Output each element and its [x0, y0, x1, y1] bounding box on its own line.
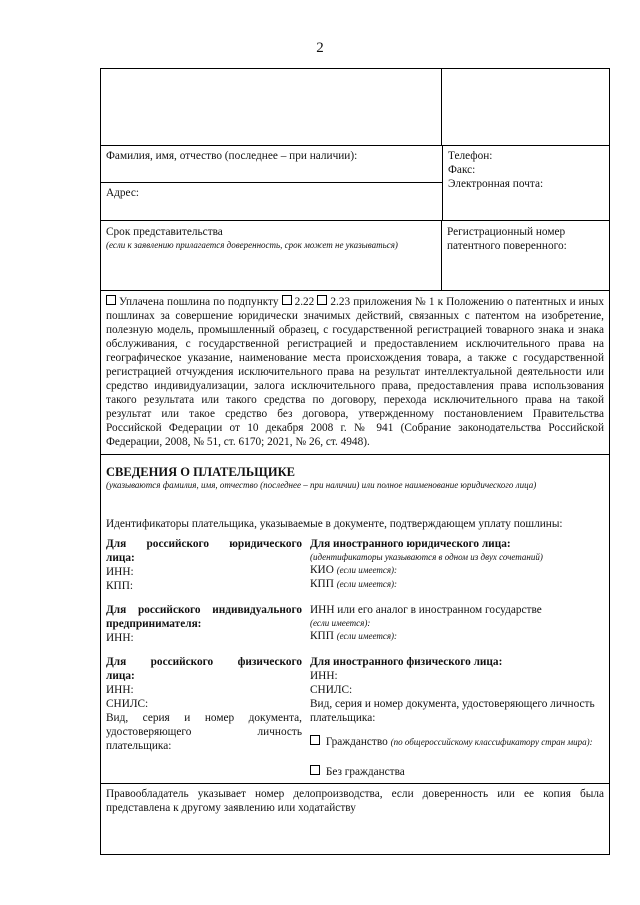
- citizenship-checkbox[interactable]: [310, 735, 320, 745]
- inn-foreign-label[interactable]: ИНН или его аналог в иностранном государстве: [310, 604, 542, 616]
- application-form: [100, 68, 610, 855]
- kio-if-any: (если имеется):: [336, 565, 398, 575]
- foreign-kpp-label-2: КПП: [310, 630, 334, 642]
- inn-foreign-note: (если имеется):: [310, 618, 371, 628]
- foreign-kpp-if-any: (если имеется):: [336, 579, 398, 589]
- foreign-doc-label-1: Вид, серия и номер документа, удостоверяющего личность: [310, 698, 595, 710]
- contacts-cell[interactable]: [443, 146, 609, 220]
- ru-legal-label-2: лица:: [106, 552, 135, 564]
- ru-legal-inn-label[interactable]: ИНН:: [106, 566, 134, 578]
- citizenship-note: (по общероссийскому классификатору стран мира):: [390, 737, 593, 747]
- phone-label: Телефон:: [448, 150, 493, 162]
- identifiers-intro: Идентификаторы плательщика, указываемые в документе, подтверждающем уплату пошлины:: [106, 518, 563, 530]
- legal-entity-block: [106, 537, 604, 593]
- option-2-22-label: 2.22: [294, 296, 315, 308]
- footer-cell[interactable]: [101, 784, 609, 854]
- ru-ip-label-2: предпринимателя:: [106, 618, 202, 630]
- ru-person-inn-label[interactable]: ИНН:: [106, 684, 134, 696]
- ru-ip-inn-label[interactable]: ИНН:: [106, 632, 134, 644]
- fee-text: приложения № 1 к Положению о патентных и иных пошлинах за совершение юридически значимых действий, связанных с патентом на изобретение, полезную модель, промышленный образец, с государственной регистрацией товарного знака и знака обслуживания, с государственной регистрацией и предоставлением исключительного права на географическое указание, наименование места происхождения товара, а также с государственной регистрацией отчуждения исключительного права на результат интеллектуальной деятельности или средство индивидуализации, залога исключительного права, предоставления права использования такого результата или такого средства по договору, перехода исключительного права на такой результат или такое средство без договора, утвержденному постановлением Правительства Российской Федерации от 10 декабря 2008 г. № 941 (Собрание законодательства Российской Федерации, 2008, № 51, ст. 6170; 2021, № 26, ст. 4948).: [106, 296, 605, 448]
- fio-label: Фамилия, имя, отчество (последнее – при наличии):: [106, 150, 358, 162]
- name-address-cell: [101, 146, 443, 220]
- payer-title: СВЕДЕНИЯ О ПЛАТЕЛЬЩИКЕ: [106, 465, 295, 479]
- fee-intro: Уплачена пошлина по подпункту: [119, 296, 279, 308]
- foreign-kpp-label: КПП: [310, 578, 334, 590]
- fee-checkbox[interactable]: [106, 295, 116, 305]
- foreign-person-snils-label[interactable]: СНИЛС:: [310, 684, 353, 696]
- foreign-person-label: Для иностранного физического лица:: [310, 656, 503, 668]
- registration-label-2: патентного поверенного:: [447, 240, 567, 252]
- foreign-kpp-if-any-2: (если имеется):: [336, 631, 398, 641]
- foreign-doc-label-2[interactable]: плательщика:: [310, 712, 376, 724]
- page-number: 2: [316, 40, 324, 56]
- ru-doc-label-1: Вид, серия и номер документа,: [106, 712, 302, 724]
- kio-label: КИО: [310, 564, 334, 576]
- empty-row: [101, 69, 609, 146]
- fio-field[interactable]: [101, 146, 442, 183]
- registration-label-1: Регистрационный номер: [447, 226, 566, 238]
- no-citizenship-field[interactable]: [310, 765, 604, 779]
- individual-entrepreneur-block: [106, 603, 604, 645]
- term-note: (если к заявлению прилагается доверенность, срок может не указываться): [106, 240, 398, 250]
- physical-person-block: [106, 655, 604, 779]
- foreign-kpp-field-2[interactable]: [310, 629, 604, 643]
- payer-row: [101, 455, 609, 784]
- ru-legal-label-1: Для российского юридического: [106, 538, 302, 550]
- empty-cell-right[interactable]: [442, 69, 609, 145]
- ru-legal-kpp-label[interactable]: КПП:: [106, 580, 133, 592]
- foreign-kpp-field[interactable]: [310, 577, 604, 591]
- ru-person-label-1: Для российского физического: [106, 656, 302, 668]
- term-label: Срок представительства: [106, 226, 223, 238]
- term-cell[interactable]: [101, 221, 442, 290]
- ru-person-snils-label[interactable]: СНИЛС:: [106, 698, 149, 710]
- address-label: Адрес:: [106, 187, 140, 199]
- empty-cell-left[interactable]: [101, 69, 442, 145]
- option-2-23-checkbox[interactable]: [317, 295, 327, 305]
- ru-doc-label-3[interactable]: плательщика:: [106, 740, 172, 752]
- footer-row: [101, 784, 609, 854]
- registration-cell[interactable]: [442, 221, 609, 290]
- option-2-22-checkbox[interactable]: [282, 295, 292, 305]
- kio-field[interactable]: [310, 563, 604, 577]
- fax-label: Факс:: [448, 164, 476, 176]
- address-field[interactable]: [101, 183, 442, 220]
- citizenship-field[interactable]: [310, 735, 604, 749]
- option-2-23-label: 2.23: [330, 296, 351, 308]
- fee-paragraph: [101, 291, 609, 454]
- footer-text: Правообладатель указывает номер делопроизводства, если доверенность или ее копия была представлена к другому заявлению или ходатайству: [106, 788, 604, 814]
- no-citizenship-checkbox[interactable]: [310, 765, 320, 775]
- ru-doc-label-2: удостоверяющего личность: [106, 726, 302, 738]
- term-row: [101, 221, 609, 291]
- contact-row: [101, 146, 609, 221]
- no-citizenship-label: Без гражданства: [325, 766, 405, 778]
- ru-ip-label-1: Для российского индивидуального: [106, 604, 302, 616]
- foreign-person-inn-label[interactable]: ИНН:: [310, 670, 338, 682]
- fee-row: [101, 291, 609, 455]
- ru-person-label-2: лица:: [106, 670, 135, 682]
- foreign-legal-label: Для иностранного юридического лица:: [310, 538, 511, 550]
- email-label: Электронная почта:: [448, 178, 544, 190]
- citizenship-label: Гражданство: [325, 736, 388, 748]
- foreign-legal-note: (идентификаторы указываются в одном из двух сочетаний): [310, 552, 543, 562]
- payer-section: [101, 455, 609, 783]
- payer-note: (указываются фамилия, имя, отчество (последнее – при наличии) или полное наименование юридического лица): [106, 480, 537, 490]
